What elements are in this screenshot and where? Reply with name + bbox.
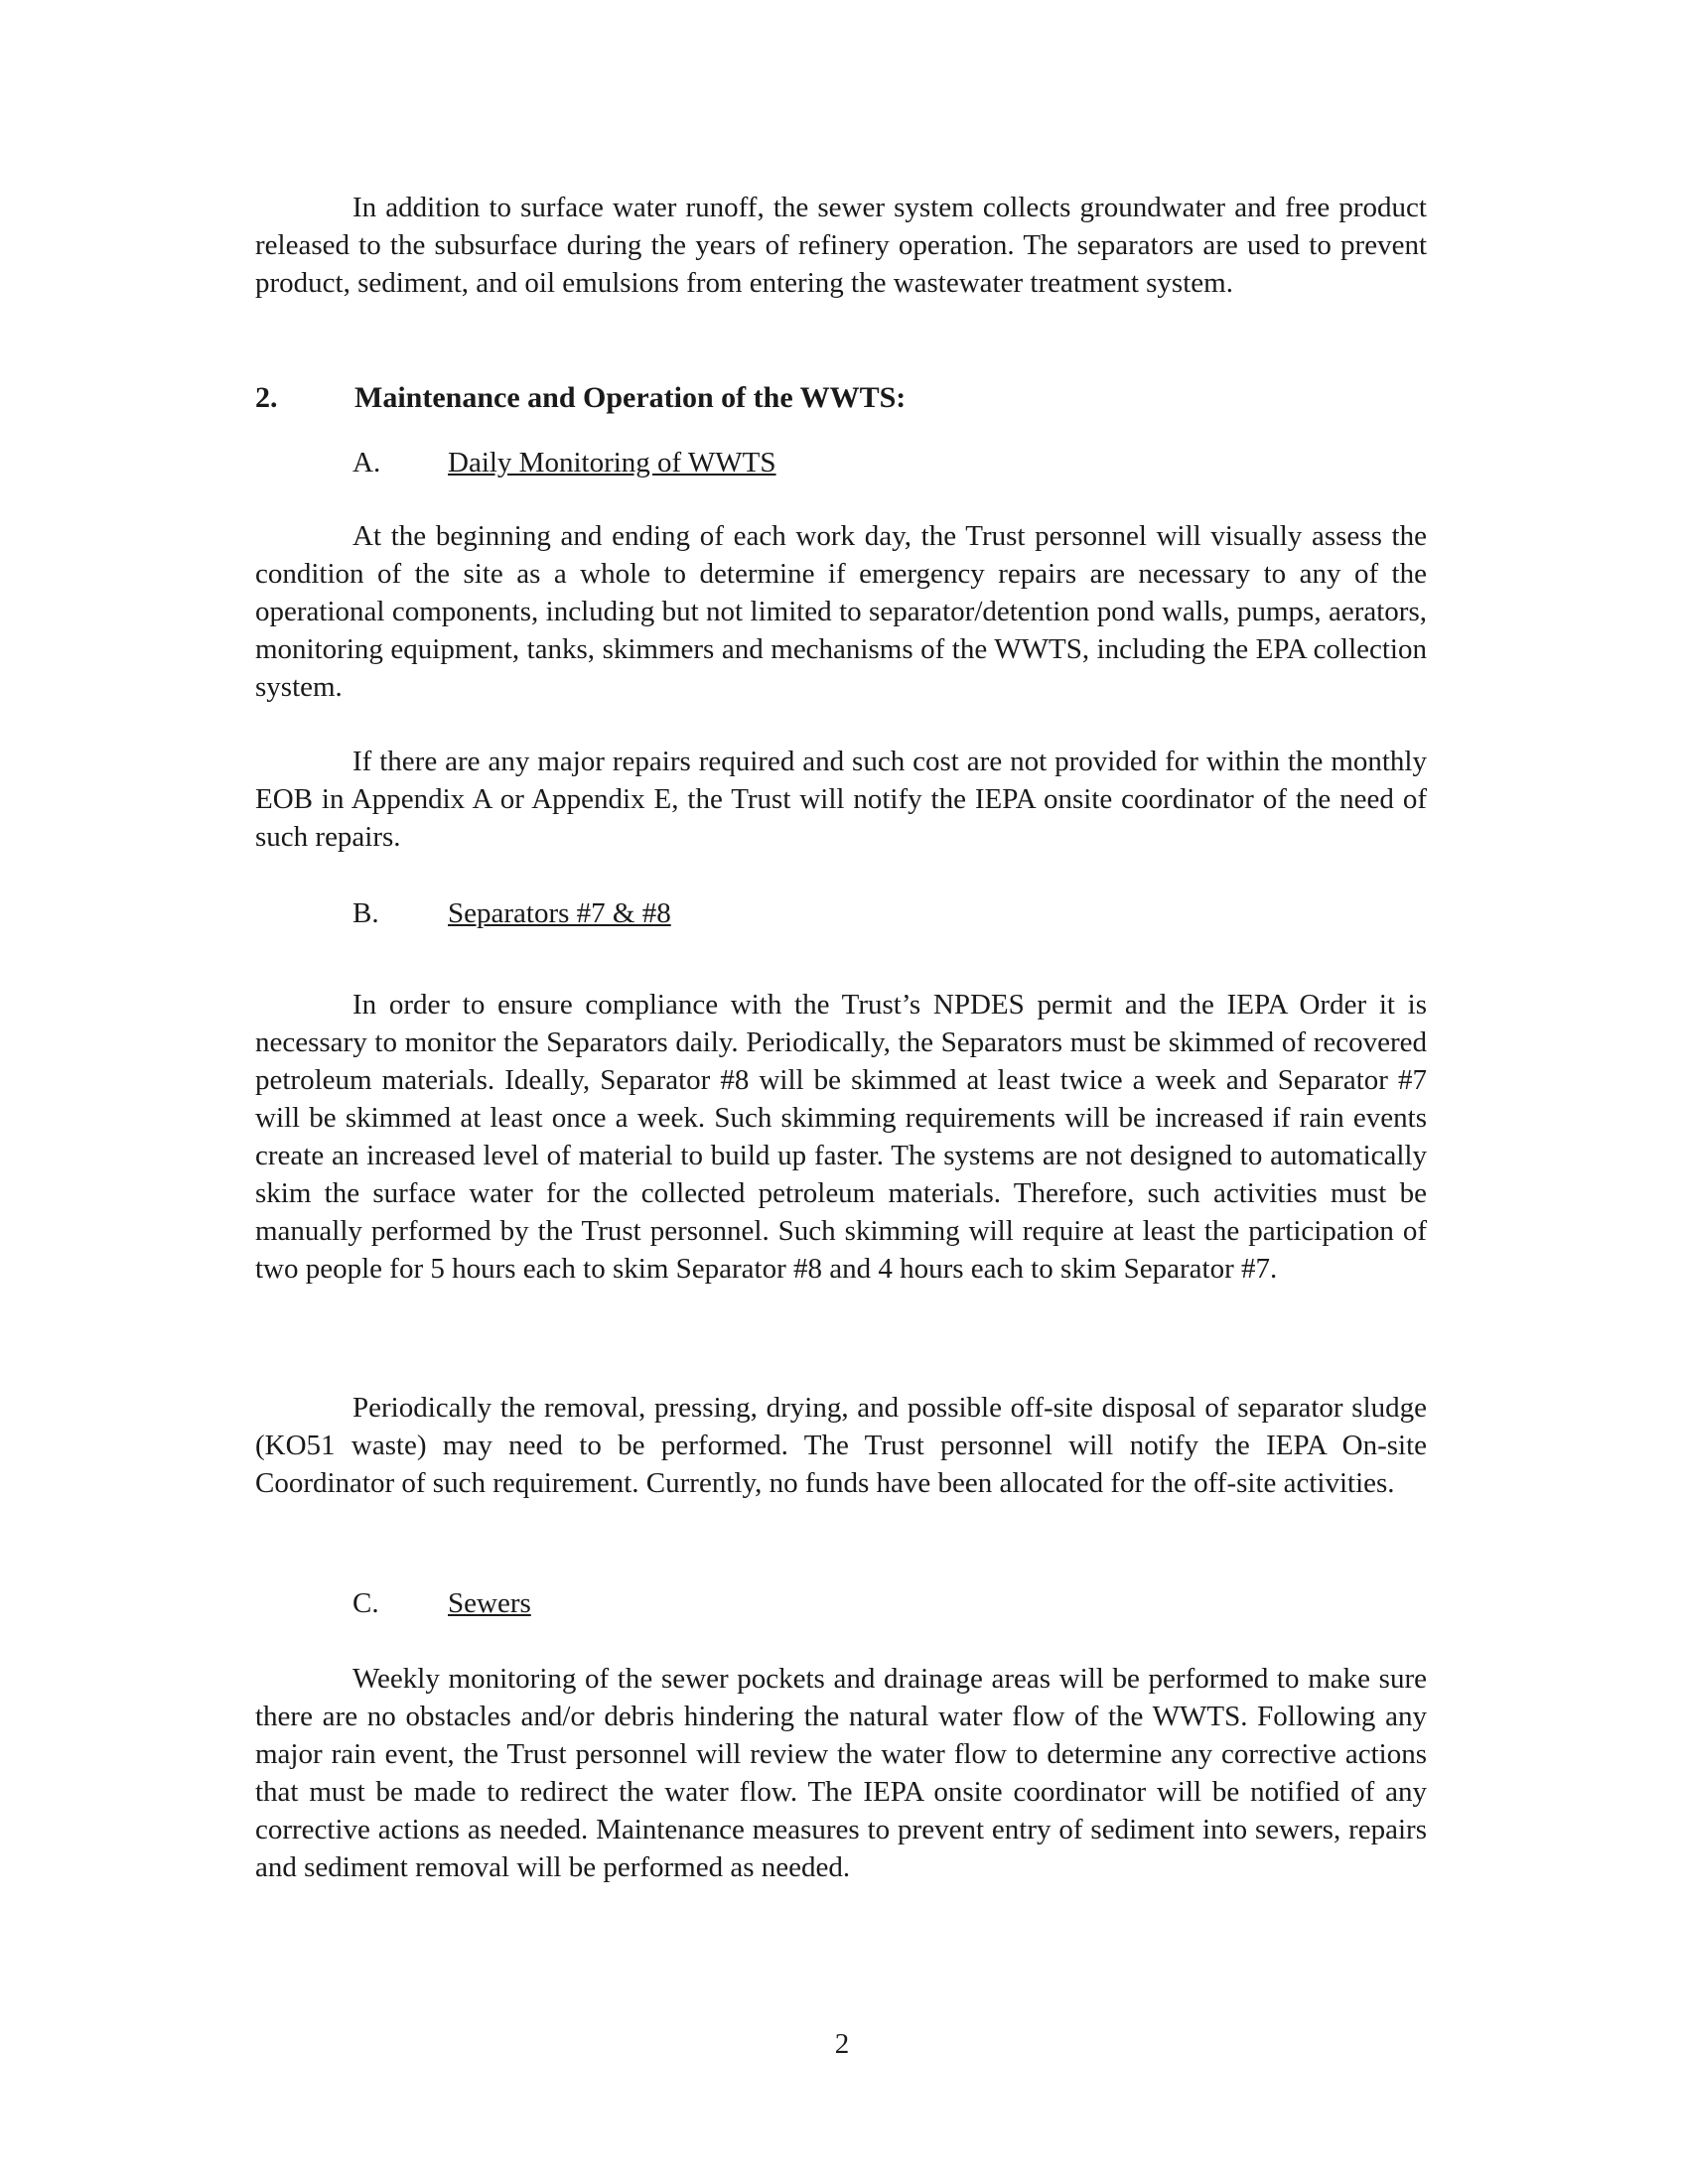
paragraph-sewers: Weekly monitoring of the sewer pockets and drainage areas will be performed to make sure there are no obstacles and/or debris hindering the natural water flow of the WWTS. Following any major rain event, the Trust personnel will review the water flow to determine any corrective actions that must be made to redirect the water flow. The IEPA onsite coordinator will be notified of any corrective actions as needed. Maintenance measures to prevent entry of sediment into sewers, repairs and sediment removal will be performed as needed. (255, 1663, 1427, 1883)
section-2-heading (255, 379, 906, 417)
paragraph-separators: In order to ensure compliance with the Trust’s NPDES permit and the IEPA Order it is necessary to monitor the Separators daily. Periodically, the Separators must be skimmed of recovered petroleum materials. Ideally, Separator #8 will be skimmed at least twice a week and Separator #7 will be skimmed at least once a week. Such skimming requirements will be increased if rain events create an increased level of material to build up faster. The systems are not designed to automatically skim the surface water for the collected petroleum materials. Therefore, such activities must be manually performed by the Trust personnel. Such skimming will require at least the participation of two people for 5 hours each to skim Separator #8 and 4 hours each to skim Separator #7. (255, 989, 1427, 1285)
subsection-letter: B. (352, 897, 379, 929)
page-number: 2 (834, 2028, 850, 2060)
subsection-b-heading (352, 894, 671, 932)
subsection-letter: A. (352, 447, 381, 478)
paragraph-sludge-removal: Periodically the removal, pressing, drying, and possible off-site disposal of separator sludge (KO51 waste) may need to be performed. The Trust personnel will notify the IEPA On-site Coordinator of such requirement. Currently, no funds have been allocated for the off-site activities. (255, 1392, 1427, 1499)
section-title: Maintenance and Operation of the WWTS: (354, 381, 907, 414)
subsection-title: Separators #7 & #8 (448, 897, 671, 929)
subsection-title: Daily Monitoring of WWTS (448, 447, 776, 478)
subsection-letter: C. (352, 1587, 379, 1619)
subsection-a-heading (352, 444, 776, 481)
subsection-c-heading (352, 1584, 531, 1622)
subsection-title: Sewers (448, 1587, 531, 1619)
intro-paragraph: In addition to surface water runoff, the sewer system collects groundwater and free product released to the subsurface during the years of refinery operation. The separators are used to prevent product, sediment, and oil emulsions from entering the wastewater treatment system. (255, 192, 1427, 299)
paragraph-major-repairs: If there are any major repairs required and such cost are not provided for within the monthly EOB in Appendix A or Appendix E, the Trust will notify the IEPA onsite coordinator of the need of such repairs. (255, 746, 1427, 853)
section-number: 2. (255, 381, 278, 414)
paragraph-daily-monitoring: At the beginning and ending of each work day, the Trust personnel will visually assess the condition of the site as a whole to determine if emergency repairs are necessary to any of the operational components, including but not limited to separator/detention pond walls, pumps, aerators, monitoring equipment, tanks, skimmers and mechanisms of the WWTS, including the EPA collection system. (255, 520, 1427, 703)
